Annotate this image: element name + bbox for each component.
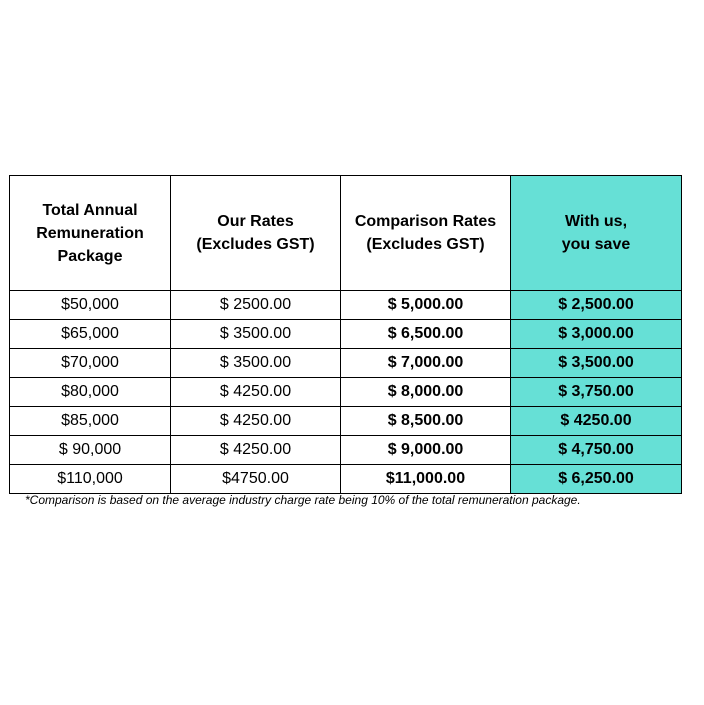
header-savings: With us, you save (511, 176, 682, 291)
our-rate-cell: $4750.00 (171, 465, 341, 494)
table-row (10, 465, 682, 494)
our-rate-cell: $ 3500.00 (171, 349, 341, 378)
our-rate-cell: $ 4250.00 (171, 378, 341, 407)
package-cell: $80,000 (10, 378, 171, 407)
pricing-comparison-table (9, 175, 681, 494)
comparison-cell: $ 8,500.00 (341, 407, 511, 436)
our-rate-cell: $ 3500.00 (171, 320, 341, 349)
our-rate-cell: $ 2500.00 (171, 291, 341, 320)
comparison-cell: $ 9,000.00 (341, 436, 511, 465)
table-row (10, 320, 682, 349)
package-cell: $50,000 (10, 291, 171, 320)
rates-table (9, 175, 682, 494)
savings-cell: $ 3,000.00 (511, 320, 682, 349)
savings-cell: $ 2,500.00 (511, 291, 682, 320)
table-row (10, 349, 682, 378)
comparison-cell: $11,000.00 (341, 465, 511, 494)
footnote: *Comparison is based on the average industry charge rate being 10% of the total remuneration package. (25, 493, 581, 507)
savings-cell: $ 3,750.00 (511, 378, 682, 407)
table-row (10, 291, 682, 320)
comparison-cell: $ 6,500.00 (341, 320, 511, 349)
comparison-cell: $ 8,000.00 (341, 378, 511, 407)
savings-cell: $ 3,500.00 (511, 349, 682, 378)
package-cell: $85,000 (10, 407, 171, 436)
package-cell: $ 90,000 (10, 436, 171, 465)
header-package: Total Annual Remuneration Package (10, 176, 171, 291)
savings-cell: $ 6,250.00 (511, 465, 682, 494)
comparison-cell: $ 7,000.00 (341, 349, 511, 378)
savings-cell: $ 4250.00 (511, 407, 682, 436)
header-comparison-rates: Comparison Rates (Excludes GST) (341, 176, 511, 291)
table-row (10, 436, 682, 465)
package-cell: $110,000 (10, 465, 171, 494)
header-row (10, 176, 682, 291)
our-rate-cell: $ 4250.00 (171, 436, 341, 465)
comparison-cell: $ 5,000.00 (341, 291, 511, 320)
table-row (10, 378, 682, 407)
package-cell: $70,000 (10, 349, 171, 378)
table-row (10, 407, 682, 436)
header-our-rates: Our Rates (Excludes GST) (171, 176, 341, 291)
package-cell: $65,000 (10, 320, 171, 349)
savings-cell: $ 4,750.00 (511, 436, 682, 465)
our-rate-cell: $ 4250.00 (171, 407, 341, 436)
